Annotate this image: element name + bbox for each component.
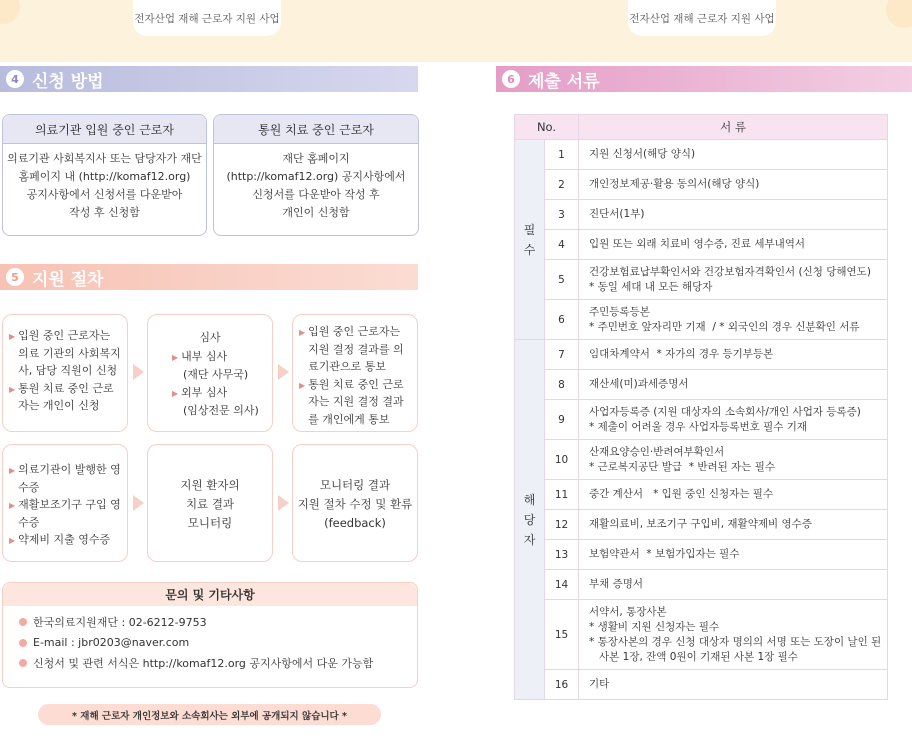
bullet-text: 약제비 지출 영수증 [18,533,111,546]
contact-text: E-mail : jbr0203@naver.com [33,636,190,650]
document-line: 사본 1장, 잔액 0원이 기재된 사본 1장 필수 [589,650,798,663]
document-line: 사업자등록증 (지원 대상자의 소속회사/개인 사업자 등록증) [589,405,861,418]
document-line: 건강보험료납부확인서와 건강보험자격확인서 (신청 당해연도) [589,265,871,278]
process-step-review [147,314,273,432]
arrow-right-icon [278,495,289,511]
row-number: 14 [545,570,579,600]
table-row [515,400,888,440]
bullet-text: 통원 치료 중인 근로자는 지원 결정 결과를 개인에게 통보 [308,377,404,426]
row-number: 16 [545,670,579,700]
document-line: 중간 계산서 * 입원 중인 신청자는 필수 [589,488,774,500]
table-row [515,370,888,400]
section-6-header [496,66,912,92]
bullet-item [9,380,121,415]
triangle-bullet-icon: ▶ [9,536,16,545]
document-cell [579,400,888,440]
row-number: 9 [545,400,579,440]
table-row [515,480,888,510]
text-line: 신청서를 다운받아 작성 후 [252,188,380,201]
triangle-bullet-icon: ▶ [172,352,179,362]
document-line: * 주민번호 앞자리만 기재 / * 외국인의 경우 신분확인 서류 [589,320,860,333]
bullet-dot-icon [19,659,27,667]
table-row [515,340,888,370]
table-row [515,540,888,570]
document-line: 진단서(1부) [589,208,645,220]
document-cell [579,440,888,480]
document-cell [579,170,888,200]
contact-box [2,582,418,688]
document-cell [579,510,888,540]
group-char: 당 [523,512,536,527]
text-line: 지원 환자의 [180,478,240,492]
contact-phone [3,612,417,633]
text-line: (feedback) [324,516,386,530]
text-line: 의료기관 사회복지사 또는 담당자가 재단 [7,152,202,165]
column-header-no: No. [515,115,579,140]
row-number: 12 [545,510,579,540]
row-number: 4 [545,230,579,260]
bullet-item [9,327,121,380]
box-body [214,144,418,222]
box-body [3,144,206,222]
arrow-right-icon [278,364,289,380]
group-char: 필 [523,222,536,237]
group-char: 해 [523,492,536,507]
table-row [515,170,888,200]
document-cell [579,480,888,510]
arrow-right-icon [133,364,144,380]
text-line: (http://komaf12.org) 공지사항에서 [226,170,406,183]
document-line: 재활의료비, 보조기구 구입비, 재활약제비 영수증 [589,518,812,530]
group-applicable [515,340,545,700]
bullet-text: 내부 심사 [181,349,228,363]
contact-title: 문의 및 기타사항 [3,583,417,606]
table-row [515,600,888,670]
document-line: 보험약관서 * 보험가입자는 필수 [589,548,740,560]
group-char: 수 [523,242,536,257]
row-number: 8 [545,370,579,400]
row-number: 7 [545,340,579,370]
bullet-subtext: (임상전문 의사) [183,404,259,417]
process-step-notify [292,314,418,432]
bullet-item [172,348,272,367]
text-line: 홈페이지 내 (http://komaf12.org) [18,170,191,183]
text-line: 작성 후 신청함 [69,206,140,219]
document-line: * 동일 세대 내 모든 해당자 [589,280,713,293]
column-header-documents: 서 류 [579,115,888,140]
process-step-receipts [2,444,128,562]
triangle-bullet-icon: ▶ [9,466,16,475]
text-line: 모니터링 [187,516,233,530]
row-number: 3 [545,200,579,230]
document-line: 개인정보제공·활용 동의서(해당 양식) [589,178,760,190]
document-line: * 근로복지공단 발급 * 반려된 자는 필수 [589,460,776,473]
row-number: 10 [545,440,579,480]
table-row [515,670,888,700]
document-cell [579,200,888,230]
triangle-bullet-icon: ▶ [9,384,16,394]
bullet-item [299,376,411,429]
document-cell [579,340,888,370]
table-row [515,230,888,260]
contact-download [3,653,417,674]
section-title: 제출 서류 [528,71,600,92]
apply-box-outpatient [213,114,419,236]
triangle-bullet-icon: ▶ [9,332,16,341]
table-row [515,300,888,340]
text-line: 공지사항에서 신청서를 다운받아 [26,188,183,201]
bullet-text: 재활보조기구 구입 영수증 [18,498,121,529]
table-body [515,140,888,700]
table-row [515,260,888,300]
process-step-monitoring [147,444,273,562]
document-line: 입원 또는 외래 치료비 영수증, 진료 세부내역서 [589,238,806,250]
section-number: 5 [6,268,24,286]
document-line: 부채 증명서 [589,578,644,590]
document-line: 서약서, 통장사본 [589,605,667,618]
bullet-item [299,323,411,376]
documents-table [514,114,888,700]
document-cell [579,600,888,670]
document-cell [579,230,888,260]
document-cell [579,570,888,600]
bullet-text: 입원 중인 근로자는 의료 기관의 사회복지사, 담당 직원이 신청 [18,329,121,377]
bullet-text: 의료기관이 발행한 영수증 [18,463,121,494]
document-cell [579,670,888,700]
box-title: 의료기관 입원 중인 근로자 [3,115,206,144]
triangle-bullet-icon: ▶ [172,388,179,398]
triangle-bullet-icon: ▶ [9,501,16,510]
document-line: * 통장사본의 경우 신청 대상자 명의의 서명 또는 도장이 날인 된 [589,635,882,648]
table-row [515,510,888,540]
table-row [515,140,888,170]
row-number: 11 [545,480,579,510]
row-number: 5 [545,260,579,300]
bullet-item [9,461,121,496]
group-char: 자 [523,532,536,547]
document-line: 임대차계약서 * 자가의 경우 등기부등본 [589,348,774,360]
text-line: 개인이 신청함 [282,206,350,219]
section-title: 신청 방법 [32,71,104,92]
section-number: 6 [502,70,520,88]
contact-text: 신청서 및 관련 서식은 http://komaf12.org 공지사항에서 다운 가능함 [33,657,374,671]
text-line: 재단 홈페이지 [282,152,350,165]
triangle-bullet-icon: ▶ [299,328,306,337]
row-number: 2 [545,170,579,200]
section-5-header [0,264,418,290]
bullet-text: 통원 치료 중인 근로자는 개인이 신청 [18,381,114,412]
apply-box-inpatient [2,114,207,236]
contact-email [3,633,417,654]
document-cell [579,140,888,170]
document-cell [579,260,888,300]
privacy-notice: * 재해 근로자 개인정보와 소속회사는 외부에 공개되지 않습니다 * [38,704,381,725]
bullet-dot-icon [19,618,27,626]
bullet-text: 외부 심사 [181,385,228,399]
box-title: 통원 치료 중인 근로자 [214,115,418,144]
row-number: 15 [545,600,579,670]
process-step-feedback [292,444,418,562]
text-line: 치료 결과 [185,497,235,511]
header-tab-left: 전자산업 재해 근로자 지원 사업 [133,0,281,36]
row-number: 6 [545,300,579,340]
bullet-item [9,496,121,531]
document-line: 기타 [589,678,610,690]
table-header-row [515,115,888,140]
row-number: 1 [545,140,579,170]
document-line: 주민등록등본 [589,305,650,318]
group-required [515,140,545,340]
bullet-dot-icon [19,639,27,647]
section-4-header [0,66,418,92]
process-step-apply [2,314,128,432]
section-title: 지원 절차 [32,269,104,290]
table-row [515,570,888,600]
section-number: 4 [6,70,24,88]
document-line: * 제출이 어려울 경우 사업자등록번호 필수 기재 [589,420,807,433]
header-tab-right: 전자산업 재해 근로자 지원 사업 [628,0,776,36]
bullet-item [172,384,272,403]
document-line: 산재요양승인·반려여부확인서 [589,445,725,458]
document-cell [579,540,888,570]
document-cell [579,300,888,340]
contact-text: 한국의료지원재단 : 02-6212-9753 [33,616,207,630]
arrow-right-icon [133,495,144,511]
table-row [515,200,888,230]
triangle-bullet-icon: ▶ [299,380,306,390]
text-line: 모니터링 결과 [319,478,391,492]
document-line: * 생활비 지원 신청자는 필수 [589,620,720,633]
step-title: 심사 [199,331,221,344]
bullet-item [9,531,121,550]
table-row [515,440,888,480]
bullet-subtext: (재단 사무국) [183,368,249,381]
document-cell [579,370,888,400]
row-number: 13 [545,540,579,570]
text-line: 지원 절차 수정 및 환류 [297,497,413,511]
document-line: 지원 신청서(해당 양식) [589,148,696,160]
document-line: 재산세(미)과세증명서 [589,378,689,390]
bullet-text: 입원 중인 근로자는 지원 결정 결과를 의료기관으로 통보 [308,325,404,373]
